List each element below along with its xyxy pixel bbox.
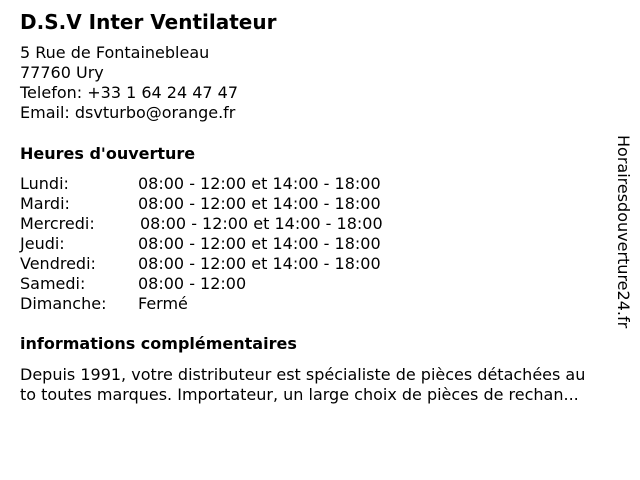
business-description (20, 365, 630, 405)
email-address: Email: dsvturbo@orange.fr (20, 103, 236, 122)
time-value: 08:00 - 12:00 et 14:00 - 18:00 (140, 214, 383, 233)
day-label: Mardi: (20, 194, 70, 213)
day-label: Lundi: (20, 174, 69, 193)
time-value: 08:00 - 12:00 et 14:00 - 18:00 (138, 234, 381, 253)
day-label: Jeudi: (20, 234, 65, 253)
day-label: Mercredi: (20, 214, 95, 233)
description-line: to toutes marques. Importateur, un large choix de pièces de rechan... (20, 385, 579, 404)
business-name: D.S.V Inter Ventilateur (20, 10, 277, 34)
city-postcode: 77760 Ury (20, 63, 104, 82)
time-value: 08:00 - 12:00 et 14:00 - 18:00 (138, 254, 381, 273)
phone-number: Telefon: +33 1 64 24 47 47 (20, 83, 239, 102)
day-label: Samedi: (20, 274, 86, 293)
additional-info-heading: informations complémentaires (20, 334, 297, 353)
time-value: Fermé (138, 294, 188, 313)
time-value: 08:00 - 12:00 et 14:00 - 18:00 (138, 174, 381, 193)
site-watermark: Horairesdouverture24.fr (614, 135, 633, 329)
time-value: 08:00 - 12:00 (138, 274, 247, 293)
time-value: 08:00 - 12:00 et 14:00 - 18:00 (138, 194, 381, 213)
day-label: Vendredi: (20, 254, 96, 273)
address-block (20, 43, 238, 123)
day-label: Dimanche: (20, 294, 107, 313)
opening-hours-heading: Heures d'ouverture (20, 144, 196, 163)
street-address: 5 Rue de Fontainebleau (20, 43, 210, 62)
description-line: Depuis 1991, votre distributeur est spécialiste de pièces détachées au (20, 365, 586, 384)
